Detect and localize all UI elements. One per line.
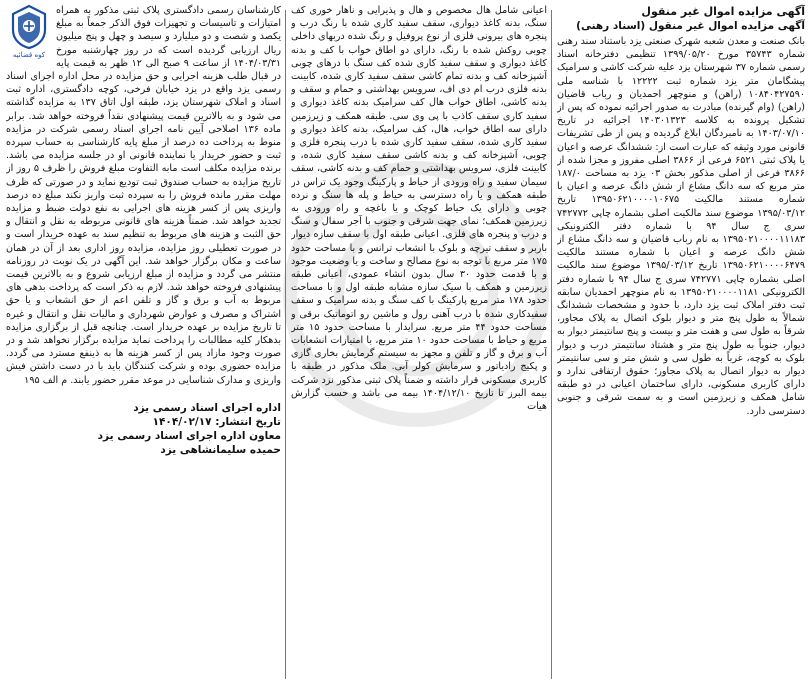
signature-deputy: معاون اداره اجرای اسناد رسمی یزد: [97, 429, 281, 442]
body-text-right: بانک صنعت و معدن شعبه شهرک صنعتی یزد باستناد سند رهنی شماره ۳۵۷۴۳ مورخ ۱۳۹۹/۰۵/۲۰ تنظیمی دفترخانه اسناد رسمی شماره ۳۷ شهرستان یزد علیه شرکت کاشی و سرامیک پیشگامان متر یزد شماره ثبت ۱۲۲۲۲ با شناسه ملی ۱۰۸۴۰۴۲۷۵۹۰ (راهن) و منوچهر احمدیان و رباب قاضیان (راهن) (وام گیرنده) مبادرت به صدور اجرائیه نموده که پس از تشکیل پرونده به کلاسه ۱۴۰۳۰۱۳۲۳ اجرائیه در تاریخ ۱۴۰۳/۰۷/۱۰ به نامبردگان ابلاغ گردیده و پس از طی تشریفات قانونی مورد وثیقه که عبارت است از: ششدانگ عرصه و اعیان یا پلاک ثبتی ۶۵۲۱ فرعی از ۳۸۶۶ اصلی مفروز و مجزا شده از ۳۸۶۶ فرعی از اصلی مذکور بخش ۰۳ یزد به مساحت ۱۸۷/۰ متر مربع که سه دانگ مشاع از شش دانگ عرصه و اعیان با شماره مستند مالکیت ۱۳۹۵۰۶۲۱۰۰۰۰۱۰۶۷۵ تاریخ ۱۳۹۵/۰۳/۱۲ موضوع سند مالکیت اصلی بشماره چاپی ۷۴۲۷۷۲ سری ج سال ۹۴ با شماره دفتر الکترونیکی ۱۳۹۵۰۲۱۰۰۰۰۱۱۱۸۳ به نام رباب قاضیان و سه دانگ مشاع از شش دانگ عرصه و اعیان با شماره مستند مالکیت ۱۳۹۵۰۶۲۱۰۰۰۰۶۴۷۹ تاریخ ۱۳۹۵/۰۳/۱۲ موضوع سند مالکیت اصلی بشماره چاپی ۷۴۲۷۷۱ سری ج سال ۹۴ با شماره دفتر الکترونیکی ۱۳۹۵۰۲۱۰۰۰۰۱۱۸۱ به نام منوچهر احمدیان سابقه ثبت دفتر املاک ثبت یزد دارد، با حدود و مشخصات ششدانگ شمالاً به طول پنج متر و دیوار بلوک اتصال به پلاک مجاور، شرقاً به طول سی و هفت متر و بیست و پنج سانتیمتر دیوار به دیوار، جنوباً به طول پنج متر و هشتاد سانتیمتر درب و دیوار بلوک به کوچه، غرباً به طول سی و شش متر و سی سانتیمتر دیوار به دیوار اتصال به پلاک مجاور؛ حقوق ارتفاقی ندارد و دارای کاربری مسکونی، دارای ساختمان اعیانی در دو طبقه شامل همکف و زیرزمین است و به سمت شرقی و جنوبی دسترسی دارد.: [557, 36, 805, 417]
column-right: [557, 4, 805, 685]
judiciary-emblem-icon: [9, 4, 49, 50]
publish-date: تاریخ انتشار: ۱۴۰۴/۰۲/۱۷: [152, 415, 281, 428]
column-divider: [285, 10, 286, 679]
body-text-middle: اعیانی شامل هال مخصوص و هال و پذیرایی و ناهار خوری کف سنگ، بدنه کاغذ دیواری، سقف سفید کاری شده با رنگ درب و پنجره های بیرونی فلزی از نوع پروفیل و رنگ شده دربهای داخلی چوبی روکش شده با رنگ، دارای دو اطاق خواب با کف و بدنه کاغذ دیواری و سقف سفید کاری شده کف سنگ با درهای چوبی آشپزخانه کف و بدنه تمام کاشی سقف سفید کاری شده، کابینت بدنه فلزی درب ام دی اف، سرویس بهداشتی و حمام و سقف و بدنه کاشی، اطاق خواب هال کف سرامیک بدنه کاغذ دیواری و سفید کاری سقف کاذب با پی وی سی. طبقه همکف و زیرزمین دارای سه اطاق خواب، هال، کف سرامیک، بدنه کاغذ دیواری و سفید کاری شده، سقف سفید کاری شده با درب پنجره فلزی و چوبی، آشپزخانه کف و بدنه کاشی سقف سفید کاری شده، و کابینت فلزی، سرویس بهداشتی و حمام کف و بدنه کاشی، سقف سیمان سفید و راه ورودی از حیاط و پارکینگ وجود یک تراس در طبقه همکف و یا راه دسترسی به حیاط و پله ها سنگ و نرده چوبی و دارای یک حیاط کوچک و یا باغچه و راه ورودی به زیرزمین همکف؛ نمای جهت شرقی و جنوب با آجر سفال و سنگ و درب و پنجره های فلزی. اعیانی طبقه اول با سقف سازه دیوار باربر و سقف تیرچه و بلوک با انشعاب ترانس و با مساحت حدود ۱۷۵ متر مربع با توجه به نوع مصالح و ساخت و یا وضعیت موجود و با قدمت حدود ۳۰ سال بدون انشاء عمودی، اعیانی طبقه زیرزمین و همکف با سیک سازه مشابه طبقه اول و با مساحت حدود ۱۷۸ متر مربع پارکینگ با کف سنگ و بدنه سرامیک و سقف سفیدکاری شده با درب آهنی رول و ماشین رو اتوماتیک برقی و مساحت حدود ۴۴ متر مربع. سرایدار با مساحت حدود ۱۵ متر مربع و حیاط با مساحت حدود ۱۰ متر مربع، با امتیازات انشعابات آب و برق و گاز و تلفن و مجهز به سیستم گرمایش بخاری گازی و پکیج رادیاتور و سرمایش کولر آبی. ملک مذکور در طبقه با کاربری مسکونی قرار داشته و ضمناً پلاک ثبتی مذکور نزد شرکت بیمه البرز تا تاریخ ۱۴۰۴/۱۲/۱۰ بیمه می باشد و حسب گزارش هیات: [291, 5, 547, 413]
notice-title: آگهی مزایده اموال غیر منقول: [641, 5, 805, 18]
logo-caption: کوه قضائیه: [12, 51, 46, 59]
column-middle: [291, 4, 547, 685]
column-left: [6, 4, 281, 685]
signature-block: [6, 401, 281, 457]
signature-name: حمیده سلیمانشاهی یزد: [160, 443, 281, 456]
legal-notice-page: [6, 4, 805, 685]
notice-subtitle: آگهی مزایده اموال غیر منقول (اسناد رهنی): [576, 20, 805, 32]
signature-office: اداره اجرای اسناد رسمی یزد: [133, 401, 281, 414]
judiciary-logo: [6, 4, 52, 64]
body-text-left: کارشناسان رسمی دادگستری پلاک ثبتی مذکور به همراه امتیازات و تاسیسات و تجهیزات فوق الذکر جمعاً به مبلغ یکصد و شصت و دو میلیارد و سیصد و چهل و پنج میلیون ریال ارزیابی گردیده است که در روز چهارشنبه مورخ ۱۴۰۴/۰۳/۳۱ از ساعت ۹ صبح الی ۱۲ ظهر به قیمت پایه در قبال طلب هزینه اجرایی و حق مزایده در محل اداره اجرای اسناد رسمی یزد واقع در یزد خیابان فرخی، کوچه دادگستری، اداره ثبت اسناد و املاک شهرستان یزد، طبقه اول اتاق ۱۳۷ به مزایده گذاشته می شود و به بالاترین قیمت پیشنهادی نقداً فروخته خواهد شد. برابر ماده ۱۳۶ اصلاحی آیین نامه اجرای اسناد رسمی شرکت در مزایده منوط به پرداخت ده درصد از مبلغ پایه کارشناسی به حساب سپرده ثبت و حضور خریدار یا نماینده قانونی او در جلسه مزایده می باشد. برنده مزایده مکلف است مابه التفاوت مبلغ فروش را ظرف ۵ روز از تاریخ مزایده به حساب صندوق ثبت تودیع نماید و در صورتی که ظرف مهلت مقرر مانده فروش را به سپرده ثبت واریز نکند مبلغ ده درصد واریزی پس از کسر هزینه های اجرایی به نفع دولت ضبط و مزایده تجدید خواهد شد. ضمناً هزینه های قانونی مربوطه به نقل و انتقال و حق الثبت و هزینه های مربوط به تنظیم سند به عهده خریدار است و در صورت تعطیلی روز مزایده، مزایده روز اداری بعد از آن در همان ساعت و مکان برگزار خواهد شد. این آگهی در یک نوبت در روزنامه منتشر می گردد و مزایده از مبلغ ارزیابی شروع و به بالاترین قیمت پیشنهادی فروخته خواهد شد. لازم به ذکر است که پرداخت بدهی های مربوط به آب و برق و گاز و تلفن اعم از حق انشعاب و یا حق اشتراک و مصرف و عوارض شهرداری و مالیات نقل و انتقال و غیره تا تاریخ مزایده بر عهده خریدار است. چنانچه قبل از برگزاری مزایده بدهکار کلیه مطالبات را پرداخت نماید مزایده برگزار نخواهد شد و در صورت وجود مازاد پس از کسر هزینه ها به ذینفع مسترد می گردد. مزایده حضوری بوده و شرکت کنندگان باید با در دست داشتن فیش واریزی و مدارک شناسایی در موعد مقرر حضور یابند. م الف ۱۹۵: [6, 5, 281, 386]
column-divider: [551, 10, 552, 679]
